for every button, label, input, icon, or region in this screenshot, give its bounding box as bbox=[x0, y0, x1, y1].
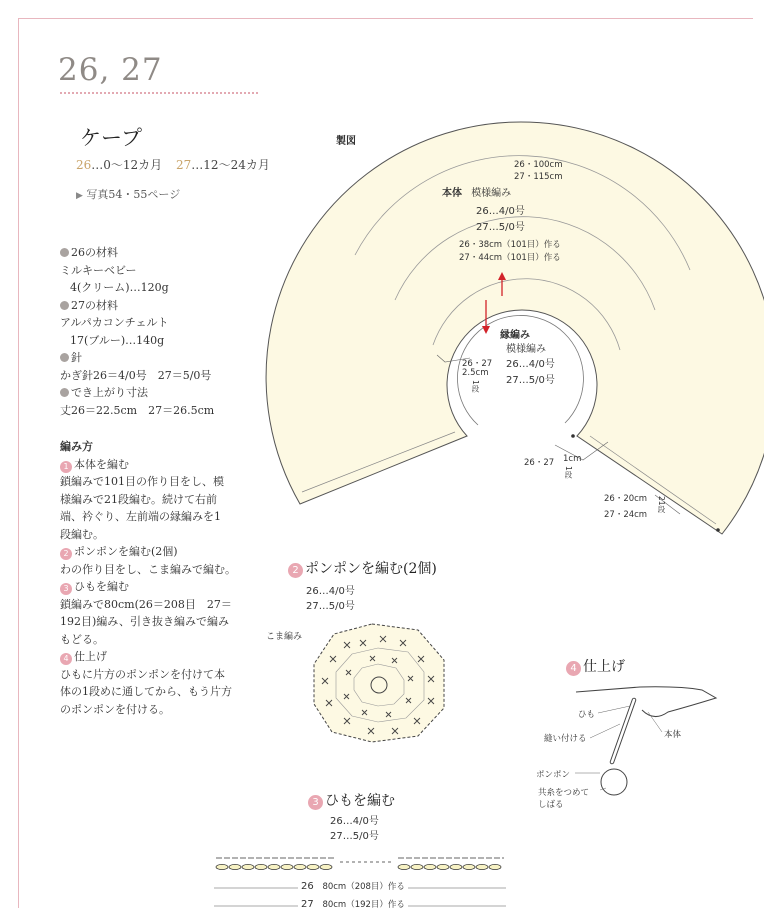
outer-width-26: 26・100cm bbox=[514, 160, 563, 170]
step-1-title: 本体を編む bbox=[74, 457, 129, 471]
body-label: 本体 bbox=[442, 188, 462, 199]
length-rows: 21段 bbox=[657, 496, 666, 514]
edge-label: 縁編み bbox=[500, 330, 530, 341]
cord-section-title bbox=[308, 790, 395, 810]
finished-size-heading: でき上がり寸法 bbox=[71, 386, 148, 399]
edge-pattern: 模様編み bbox=[506, 344, 546, 355]
materials-26-amount: 4(クリーム)…120g bbox=[70, 281, 169, 294]
pompom-section-title bbox=[288, 558, 437, 578]
single-crochet-label: こま編み bbox=[266, 632, 303, 642]
pompom-hook-27: 27…5/0号 bbox=[306, 601, 355, 612]
cord-hook-27: 27…5/0号 bbox=[330, 831, 379, 842]
cord-title: ひもを編む bbox=[325, 793, 395, 809]
length-26: 26・20cm bbox=[604, 494, 648, 504]
pompom-hook-26: 26…4/0号 bbox=[306, 586, 355, 597]
pompom-title: ポンポンを編む(2個) bbox=[305, 561, 437, 577]
step-1-number-icon: 1 bbox=[60, 461, 72, 473]
needle-value: かぎ針26＝4/0号 27＝5/0号 bbox=[60, 368, 212, 382]
step-4-line: 体の1段めに通してから、もう片方 bbox=[60, 685, 232, 698]
step-3-line: 192目)編み、引き抜き編みで編み bbox=[60, 615, 229, 628]
step-4-number-icon: 4 bbox=[566, 661, 581, 676]
materials-27-yarn: アルパカコンチェルト bbox=[60, 316, 169, 329]
pompom-outline bbox=[314, 624, 444, 742]
finished-size-value: 丈26＝22.5cm 27＝26.5cm bbox=[60, 403, 215, 417]
photo-reference-text: 写真54・55ページ bbox=[86, 188, 181, 201]
cord-hook-26: 26…4/0号 bbox=[330, 816, 379, 827]
size-26-text: …0〜12カ月 bbox=[91, 158, 163, 172]
step-1-line: 段編む。 bbox=[60, 527, 104, 541]
inner-start-27: 27・44cm（101目）作る bbox=[459, 253, 561, 263]
item-title: ケープ bbox=[80, 126, 142, 150]
body-pattern: 模様編み bbox=[471, 188, 512, 199]
length-27: 27・24cm bbox=[604, 510, 648, 520]
outer-width-27: 27・115cm bbox=[514, 172, 563, 182]
inner-start-26: 26・38cm（101目）作る bbox=[459, 240, 561, 250]
corner-dot bbox=[571, 434, 575, 438]
step-4-title: 仕上げ bbox=[74, 650, 107, 663]
triangle-bullet-icon: ▶ bbox=[76, 191, 83, 201]
step-4-line: ひもに片方のポンポンを付けて本 bbox=[60, 667, 225, 681]
step-1-line: 端、衿ぐり、左前端の縁編みを1 bbox=[60, 510, 221, 523]
cord-length-27-text: 80cm（192目）作る bbox=[322, 900, 405, 910]
body-label-line bbox=[442, 184, 511, 199]
step-4-number-icon: 4 bbox=[60, 653, 72, 665]
body-hook-26: 26…4/0号 bbox=[476, 206, 525, 217]
band-value: 1cm bbox=[563, 454, 582, 464]
edge-width-label: 26・27 bbox=[462, 359, 493, 369]
size-27-text: …12〜24カ月 bbox=[191, 158, 270, 172]
materials-26-heading: 26の材料 bbox=[71, 246, 118, 259]
cord-length-27-number: 27 bbox=[301, 899, 314, 910]
edge-width-value: 2.5cm bbox=[462, 368, 489, 378]
step-3-line: もどる。 bbox=[60, 632, 104, 646]
needle-heading: 針 bbox=[71, 351, 82, 364]
instructions-heading: 編み方 bbox=[60, 440, 93, 453]
edge-hook-27: 27…5/0号 bbox=[506, 375, 555, 386]
body-hook-27: 27…5/0号 bbox=[476, 222, 525, 233]
finishing-section-title bbox=[566, 656, 625, 676]
materials-26-yarn: ミルキーベビー bbox=[60, 263, 137, 277]
band-label: 26・27 bbox=[524, 458, 555, 468]
step-1-line: 様編みで21段編む。続けて右前 bbox=[60, 492, 217, 506]
step-3-title: ひもを編む bbox=[74, 580, 129, 593]
step-2-number-icon: 2 bbox=[288, 563, 303, 578]
step-2-line: わの作り目をし、こま編みで編む。 bbox=[60, 562, 236, 576]
materials-27-heading: 27の材料 bbox=[71, 298, 118, 312]
edge-hook-26: 26…4/0号 bbox=[506, 359, 555, 370]
step-4-line: のポンポンを付ける。 bbox=[60, 702, 170, 716]
cord-length-26-number: 26 bbox=[301, 881, 314, 892]
finishing-sew-label: 縫い付ける bbox=[544, 734, 587, 744]
pattern-number: 26, 27 bbox=[58, 52, 163, 88]
step-2-number-icon: 2 bbox=[60, 548, 72, 560]
finishing-body-label: 本体 bbox=[664, 730, 682, 740]
diagram-heading: 製図 bbox=[336, 136, 356, 147]
size-27-number: 27 bbox=[176, 158, 192, 172]
step-3-number-icon: 3 bbox=[60, 583, 72, 595]
finishing-tie-line-2: しばる bbox=[538, 800, 564, 810]
cord-length-26 bbox=[298, 880, 408, 892]
step-3-line: 鎖編みで80cm(26＝208目 27＝ bbox=[60, 597, 232, 611]
edge-rows: 1段 bbox=[471, 380, 480, 393]
pompom-ball-icon bbox=[601, 769, 627, 795]
finishing-tie-line-1: 共糸をつめて bbox=[538, 788, 590, 798]
step-3-number-icon: 3 bbox=[308, 795, 323, 810]
arrow-down-head bbox=[482, 326, 490, 334]
step-1-line: 鎖編みで101目の作り目をし、模 bbox=[60, 475, 224, 488]
cord-chain-oval-row bbox=[216, 864, 501, 869]
step-2-title: ポンポンを編む(2個) bbox=[74, 545, 178, 558]
finishing-pompom-label: ポンポン bbox=[536, 770, 571, 780]
band-rows: 1段 bbox=[564, 466, 573, 479]
finishing-cord-label: ひも bbox=[578, 710, 596, 720]
finishing-title: 仕上げ bbox=[583, 659, 625, 675]
size-26-number: 26 bbox=[76, 158, 92, 172]
cord-length-26-text: 80cm（208目）作る bbox=[322, 882, 405, 892]
cord-length-27 bbox=[298, 898, 408, 910]
corner-dot bbox=[716, 528, 720, 532]
materials-27-amount: 17(ブルー)…140g bbox=[70, 333, 165, 347]
cape-edge-illustration bbox=[576, 687, 716, 717]
